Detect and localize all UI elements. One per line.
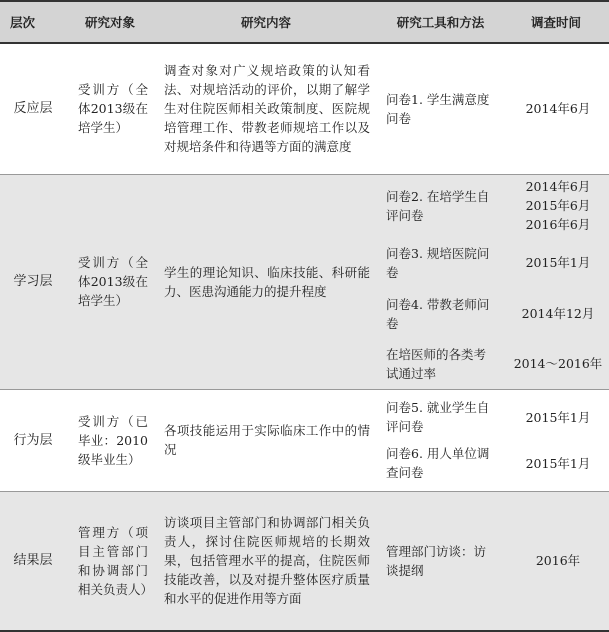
time-item	[503, 440, 609, 486]
time-item	[503, 289, 609, 339]
time-item	[503, 175, 609, 237]
tool-item: 问卷1. 学生满意度问卷	[386, 91, 490, 126]
cell-time	[503, 43, 609, 174]
cell-time	[503, 491, 609, 631]
header-content: 研究内容	[154, 1, 378, 43]
cell-time	[503, 174, 609, 389]
tool-item: 问卷5. 就业学生自评问卷	[386, 400, 490, 434]
time-value: 2015年1月	[525, 255, 591, 270]
cell-content: 学生的理论知识、临床技能、科研能力、医患沟通能力的提升程度	[154, 174, 378, 389]
time-value: 2014年12月	[521, 306, 595, 321]
cell-level: 行为层	[0, 389, 66, 491]
time-value: 2015年1月	[525, 455, 591, 471]
time-item	[503, 551, 609, 570]
tool-item: 问卷2. 在培学生自评问卷	[386, 188, 490, 223]
time-item	[503, 394, 609, 440]
cell-tools	[378, 389, 503, 491]
tool-item: 问卷6. 用人单位调查问卷	[386, 446, 490, 480]
time-value: 2015年6月	[525, 198, 591, 213]
cell-tools	[378, 43, 503, 174]
time-item	[503, 99, 609, 118]
table-row-reaction	[0, 43, 609, 174]
table-row-result	[0, 491, 609, 631]
tool-item: 管理部门访谈：访谈提纲	[386, 543, 487, 578]
table-row-learning	[0, 174, 609, 389]
cell-content: 各项技能运用于实际临床工作中的情况	[154, 389, 378, 491]
cell-content: 调查对象对广义规培政策的认知看法、对规培活动的评价，以期了解学生对住院医师相关政策制度、医院规培管理工作、带教老师规培工作以及对规培条件和待遇等方面的满意度	[164, 63, 370, 155]
header-tools: 研究工具和方法	[378, 1, 503, 43]
cell-level: 结果层	[0, 491, 66, 631]
cell-content: 访谈项目主管部门和协调部门相关负责人，探讨住院医师规培的长期效果，包括管理水平的提高，住院医师技能改善，以及对提升整体医疗质量和水平的促进作用等方面	[154, 491, 378, 631]
cell-object: 受训方（已毕业：2010级毕业生）	[66, 389, 154, 491]
tool-item: 在培医师的各类考试通过率	[386, 346, 487, 381]
time-value: 2016年	[535, 553, 581, 569]
time-item	[503, 237, 609, 289]
time-value: 2014～2016年	[513, 356, 603, 371]
cell-object: 受训方（全体2013级在培学生）	[78, 82, 148, 136]
cell-level: 学习层	[0, 174, 66, 389]
cell-time	[503, 389, 609, 491]
tool-item: 问卷3. 规培医院问卷	[386, 245, 490, 280]
cell-tools	[378, 174, 503, 389]
time-item	[503, 339, 609, 389]
time-value: 2015年1月	[525, 409, 591, 425]
header-time: 调查时间	[503, 1, 609, 43]
tool-item: 问卷4. 带教老师问卷	[386, 296, 490, 331]
time-value: 2014年6月	[525, 101, 591, 117]
table-header-row	[0, 1, 609, 43]
cell-object: 受训方（全体2013级在培学生）	[66, 174, 154, 389]
cell-level: 反应层	[13, 101, 53, 117]
header-level: 层次	[0, 1, 66, 43]
cell-tools	[378, 491, 503, 631]
cell-object: 管理方（项目主管部门和协调部门相关负责人）	[66, 491, 154, 631]
table-row-behavior	[0, 389, 609, 491]
time-value: 2016年6月	[525, 217, 591, 232]
header-object: 研究对象	[66, 1, 154, 43]
time-value: 2014年6月	[525, 179, 591, 194]
